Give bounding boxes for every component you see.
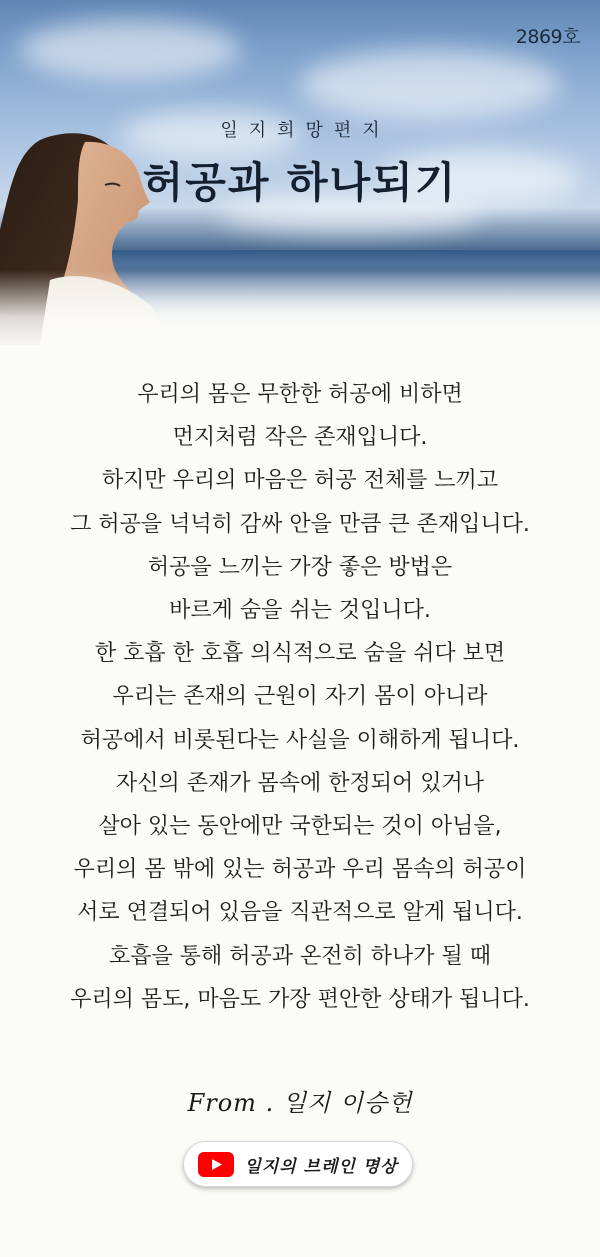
letter-line: 허공에서 비롯된다는 사실을 이해하게 됩니다. <box>80 727 520 753</box>
letter-line: 그 허공을 넉넉히 감싸 안을 만큼 큰 존재입니다. <box>70 511 530 537</box>
letter-line: 서로 연결되어 있음을 직관적으로 알게 됩니다. <box>77 900 523 926</box>
letter-body <box>0 373 600 1021</box>
letter-line: 먼지처럼 작은 존재입니다. <box>172 425 428 451</box>
channel-button-label: 일지의 브레인 명상 <box>244 1156 398 1177</box>
hero-fade <box>0 270 600 345</box>
youtube-channel-button[interactable] <box>183 1141 413 1187</box>
letter-line: 우리의 몸 밖에 있는 허공과 우리 몸속의 허공이 <box>73 857 527 883</box>
cloud <box>20 20 240 80</box>
letter-line: 허공을 느끼는 가장 좋은 방법은 <box>147 554 453 580</box>
youtube-icon <box>198 1152 234 1177</box>
letter-line: 한 호흡 한 호흡 의식적으로 숨을 쉬다 보면 <box>94 641 506 667</box>
letter-line: 자신의 존재가 몸속에 한정되어 있거나 <box>115 770 484 796</box>
series-name: 일지희망편지 <box>220 120 391 141</box>
author-signature: From . 일지 이승헌 <box>187 1089 413 1117</box>
letter-line: 우리의 몸은 무한한 허공에 비하면 <box>137 382 463 407</box>
letter-line: 우리는 존재의 근원이 자기 몸이 아니라 <box>112 684 488 710</box>
letter-line: 호흡을 통해 허공과 온전히 하나가 될 때 <box>109 943 491 969</box>
page-title: 허공과 하나되기 <box>142 158 458 207</box>
letter-line: 바르게 숨을 쉬는 것입니다. <box>169 598 431 624</box>
letter-line: 하지만 우리의 마음은 허공 전체를 느끼고 <box>101 468 499 494</box>
issue-number: 2869호 <box>515 26 580 48</box>
cloud <box>300 50 560 120</box>
letter-line: 살아 있는 동안에만 국한되는 것이 아님을, <box>98 814 502 840</box>
letter-line: 우리의 몸도, 마음도 가장 편안한 상태가 됩니다. <box>70 986 530 1012</box>
